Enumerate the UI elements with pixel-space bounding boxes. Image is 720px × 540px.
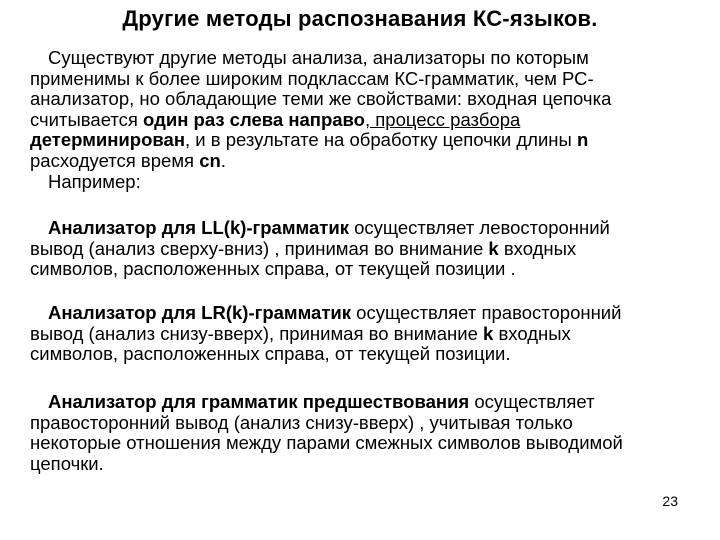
underlined-text-run: , процесс разбора [364,108,521,130]
text-run: осуществляет [469,391,595,412]
text-run: правосторонний вывод (анализ снизу-вверх) , учитывая только [30,411,573,433]
text-run: Существуют другие методы анализа, анализаторы по которым [48,47,589,68]
text-run: входных [493,322,571,344]
example-label [30,172,690,193]
text-run: . [220,149,226,171]
text-run: вывод (анализ сверху-вниз) , принимая во внимание [30,237,489,259]
paragraph-line [30,433,690,454]
text-run: символов, расположенных справа, от текущей позиции . [30,258,516,279]
intro-line [30,48,690,69]
paragraph-line [30,344,690,365]
text-run: применимы к более широким подклассам КС-грамматик, чем РС- [30,67,594,89]
paragraph-line [30,454,690,475]
text-run: , и в результате на обработку цепочки длины [185,129,577,150]
text-run: анализатор, но обладающие теми же свойствами: входная цепочка [30,88,612,109]
paragraph-line [30,218,690,239]
bold-text-run: n [576,129,589,150]
intro-line [30,89,690,110]
text-run: вывод (анализ снизу-вверх), принимая во внимание [30,322,484,344]
paragraph-line [30,259,690,280]
text-run: символов, расположенных справа, от текущей позиции. [30,343,511,364]
bold-text-run: k [483,322,494,344]
paragraph-line [30,239,690,260]
bold-text-run: Анализатор для грамматик предшествования [48,391,470,412]
bold-text-run: cn [199,149,221,171]
intro-line [30,130,690,151]
example-line: Например: [48,171,141,192]
intro-line [30,110,690,131]
intro-line [30,151,690,172]
slide-title: Другие методы распознавания КС-языков. [122,6,598,31]
bold-text-run: детерминирован [30,129,185,150]
text-run: осуществляет левосторонний [348,217,610,238]
intro-paragraph [30,48,690,171]
intro-line [30,69,690,90]
paragraph-line [30,324,690,345]
ll-analyzer-paragraph [30,218,690,280]
bold-text-run: Анализатор для LL(k)-грамматик [48,217,349,238]
paragraph-line [30,392,690,413]
paragraph-line [30,413,690,434]
text-run: осуществляет правосторонний [351,302,622,323]
text-run: расходуется время [30,149,200,171]
lr-analyzer-paragraph [30,303,690,365]
bold-text-run: Анализатор для LR(k)-грамматик [48,302,352,323]
bold-text-run: k [488,237,499,259]
page-number: 23 [662,493,678,509]
paragraph-line [30,303,690,324]
text-run: цепочки. [30,452,104,474]
text-run: некоторые отношения между парами смежных символов выводимой [30,432,623,453]
text-run: входных [498,237,577,259]
precedence-analyzer-paragraph [30,392,690,474]
text-run: считывается [30,108,144,130]
bold-text-run: один раз слева направо [143,108,365,130]
